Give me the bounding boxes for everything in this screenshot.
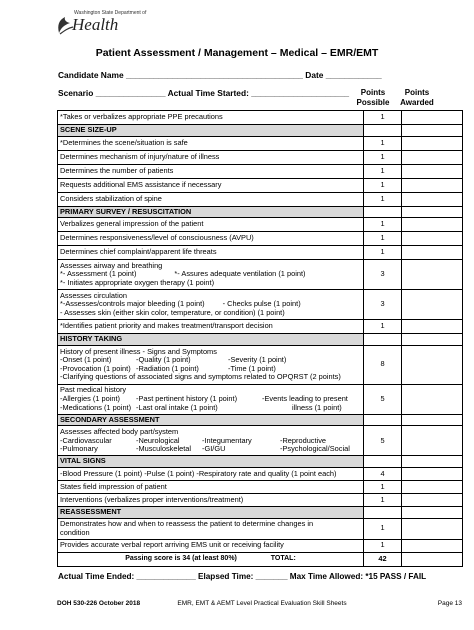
total-row [58,552,463,566]
points-possible: 3 [364,260,402,290]
item-text: Determines mechanism of injury/nature of illness [58,150,364,164]
page-title: Patient Assessment / Management – Medical – EMR/EMT [95,47,379,59]
table-row [58,467,463,480]
section-title: HISTORY TAKING [58,334,364,346]
total-points-awarded-cell[interactable] [402,552,463,566]
item-line: - Checks pulse (1 point) [222,299,301,309]
points-possible: 1 [364,539,402,552]
section-row [58,125,463,137]
points-awarded-cell[interactable] [402,111,463,125]
points-possible: 1 [364,178,402,192]
item-text: Determines responsiveness/level of consciousness (AVPU) [58,232,364,246]
section-title: REASSESSMENT [58,506,364,518]
item-line: *- Assessment (1 point) [60,269,137,279]
item-text-multiline [58,426,364,456]
table-row [58,518,463,539]
footer-center-text: EMR, EMT & AEMT Level Practical Evaluation Skill Sheets [177,600,347,607]
table-row [58,178,463,192]
section-title: SCENE SIZE-UP [58,125,364,137]
points-awarded-cell[interactable] [402,480,463,493]
item-text-multiline [58,518,364,539]
total-points-possible: 42 [364,552,402,566]
points-possible: 1 [364,136,402,150]
item-line: -Integumentary [202,435,252,445]
item-line: -Past pertinent history (1 point) [136,393,238,403]
points-possible: 1 [364,164,402,178]
item-text: *Takes or verbalizes appropriate PPE precautions [58,111,364,125]
points-awarded-cell[interactable] [402,150,463,164]
item-line: condition [60,527,90,537]
item-text: Determines the number of patients [58,164,364,178]
table-row [58,232,463,246]
item-line: Demonstrates how and when to reassess the patient to determine changes in [60,518,314,528]
section-row [58,506,463,518]
table-row [58,320,463,334]
section-title: PRIMARY SURVEY / RESUSCITATION [58,206,364,218]
item-line: -Neurological [136,435,180,445]
item-text: Interventions (verbalizes proper interventions/treatment) [58,493,364,506]
section-title: VITAL SIGNS [58,456,364,468]
item-line: -Radiation (1 point) [136,363,199,373]
item-line: Past medical history [60,385,127,395]
item-line: *-Assesses/controls major bleeding (1 point) [60,299,205,309]
points-possible: 5 [364,426,402,456]
table-row [58,136,463,150]
document-number: DOH 530-226 October 2018 [57,600,141,607]
item-line: -Reproductive [280,435,327,445]
points-awarded-cell[interactable] [402,232,463,246]
item-line: illness (1 point) [292,402,342,412]
item-line: -Provocation (1 point) [60,363,131,373]
points-awarded-cell[interactable] [402,384,463,414]
section-row [58,456,463,468]
item-line: -Medications (1 point) [60,402,132,412]
table-row [58,164,463,178]
item-text-multiline [58,384,364,414]
passing-score-text: Passing score is 34 (at least 80%) [125,554,237,562]
item-text-multiline [58,260,364,290]
item-text-multiline [58,345,364,384]
points-awarded-cell[interactable] [402,539,463,552]
table-row [58,111,463,125]
scenario-line: Scenario _______________ Actual Time Started: _____________________ [58,88,350,98]
item-text: Verbalizes general impression of the patient [58,218,364,232]
section-title: SECONDARY ASSESSMENT [58,414,364,426]
item-text: *Determines the scene/situation is safe [58,136,364,150]
points-possible: 1 [364,246,402,260]
item-line: Assesses circulation [60,290,127,300]
points-possible: 5 [364,384,402,414]
points-awarded-cell[interactable] [402,290,463,320]
item-line: *- Initiates appropriate oxygen therapy (1 point) [60,277,215,287]
points-possible: 1 [364,480,402,493]
logo-health-text: Health [72,15,119,34]
possible-header-text: Possible [356,98,390,107]
item-line: Assesses airway and breathing [60,260,163,270]
table-row [58,290,463,320]
item-line: -Severity (1 point) [228,355,287,365]
item-text: Considers stabilization of spine [58,192,364,206]
time-summary-line: Actual Time Ended: _____________ Elapsed Time: _______ Max Time Allowed: *15 PASS / FAIL [58,572,427,581]
total-label: TOTAL: [270,554,296,562]
assessment-table [57,110,463,567]
item-line: -Cardiovascular [60,435,112,445]
logo-department-text: Washington State Department of [74,10,147,16]
awarded-header-text: Awarded [400,98,434,107]
table-row [58,345,463,384]
item-line: -Clarifying questions of associated signs and symptoms related to OPQRST (2 points) [60,372,341,382]
points-possible: 1 [364,218,402,232]
points-awarded-cell[interactable] [402,426,463,456]
points-possible: 1 [364,232,402,246]
item-line: -GI/GU [202,444,226,454]
points-possible: 1 [364,493,402,506]
points-awarded-cell[interactable] [402,493,463,506]
item-text: Requests additional EMS assistance if necessary [58,178,364,192]
section-row [58,206,463,218]
table-row [58,260,463,290]
candidate-name-line: Candidate Name ______________________________________ Date ____________ [58,70,382,80]
points-awarded-header [394,88,440,108]
item-line: History of present illness - Signs and Symptoms [60,346,217,356]
table-row [58,192,463,206]
points-possible: 1 [364,192,402,206]
item-text: *Identifies patient priority and makes treatment/transport decision [58,320,364,334]
points-possible: 1 [364,150,402,164]
points-awarded-cell[interactable] [402,320,463,334]
points-awarded-cell[interactable] [402,192,463,206]
section-row [58,414,463,426]
item-line: -Pulmonary [60,444,98,454]
points-awarded-cell[interactable] [402,518,463,539]
points-awarded-cell[interactable] [402,260,463,290]
table-row [58,384,463,414]
item-text: States field impression of patient [58,480,364,493]
points-awarded-cell[interactable] [402,246,463,260]
item-text-multiline [58,290,364,320]
item-line: -Psychological/Social [280,444,350,454]
item-line: *- Assures adequate ventilation (1 point) [174,269,306,279]
item-text: -Blood Pressure (1 point) -Pulse (1 point) -Respiratory rate and quality (1 point each) [58,467,364,480]
table-row [58,150,463,164]
points-possible: 3 [364,290,402,320]
table-row [58,246,463,260]
health-logo [56,10,147,40]
page-number: Page 13 [437,600,462,607]
item-text: Provides accurate verbal report arriving EMS unit or receiving facility [58,539,364,552]
points-possible: 4 [364,467,402,480]
points-possible: 8 [364,345,402,384]
table-row [58,480,463,493]
table-row [58,539,463,552]
points-awarded-cell[interactable] [402,345,463,384]
points-possible: 1 [364,111,402,125]
item-line: -Allergies (1 point) [60,393,120,403]
section-row [58,334,463,346]
points-awarded-cell[interactable] [402,178,463,192]
item-line: - Assesses skin (either skin color, temperature, or condition) (1 point) [60,307,285,317]
table-row [58,426,463,456]
item-text: Determines chief complaint/apparent life threats [58,246,364,260]
item-line: -Musculoskeletal [136,444,192,454]
points-awarded-cell[interactable] [402,218,463,232]
points-awarded-cell[interactable] [402,136,463,150]
item-line: -Time (1 point) [228,363,276,373]
item-line: -Events leading to present [262,393,348,403]
points-header-text: Points [360,88,386,97]
item-line: -Last oral intake (1 point) [136,402,218,412]
points-awarded-cell[interactable] [402,467,463,480]
table-row [58,493,463,506]
points-possible: 1 [364,518,402,539]
points-possible: 1 [364,320,402,334]
item-line: -Onset (1 point) [60,355,112,365]
points-awarded-cell[interactable] [402,164,463,178]
item-line: Assesses affected body part/system [60,426,179,436]
item-line: -Quality (1 point) [136,355,191,365]
points-possible-header [355,88,391,108]
points-header-text-2: Points [404,88,430,97]
table-row [58,218,463,232]
